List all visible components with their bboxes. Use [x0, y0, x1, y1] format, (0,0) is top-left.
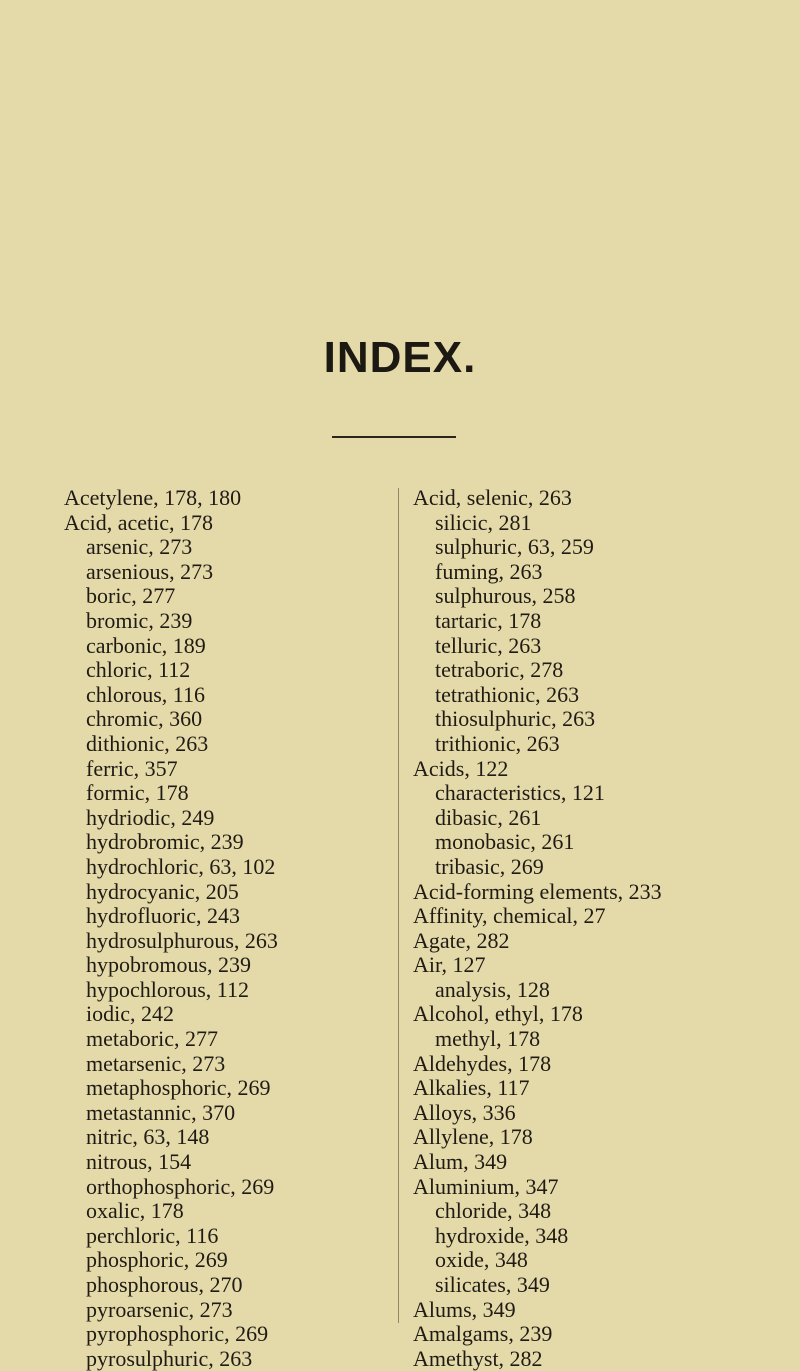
index-subentry: arsenic, 273 [86, 534, 193, 560]
index-subentry: nitrous, 154 [86, 1149, 192, 1175]
index-subentry: pyrosulphuric, 263 [86, 1345, 253, 1371]
index-subentry: tetraboric, 278 [435, 657, 564, 683]
index-subentry: oxalic, 178 [86, 1198, 184, 1224]
index-subentry: chloride, 348 [435, 1198, 552, 1224]
index-subentry: thiosulphuric, 263 [435, 706, 596, 732]
index-entry: Alloys, 336 [413, 1099, 516, 1125]
index-entry: Acids, 122 [413, 755, 509, 781]
index-entry: Allylene, 178 [413, 1124, 533, 1150]
index-subentry: methyl, 178 [435, 1026, 541, 1052]
index-subentry: analysis, 128 [435, 976, 550, 1002]
index-subentry: metarsenic, 273 [86, 1050, 226, 1076]
index-subentry: orthophosphoric, 269 [86, 1173, 275, 1199]
index-subentry: trithionic, 263 [435, 730, 560, 756]
index-subentry: tartaric, 178 [435, 607, 542, 633]
index-subentry: iodic, 242 [86, 1001, 174, 1027]
index-subentry: hypochlorous, 112 [86, 976, 249, 1002]
index-subentry: boric, 277 [86, 583, 176, 609]
index-subentry: hydrobromic, 239 [86, 829, 244, 855]
index-subentry: metastannic, 370 [86, 1099, 236, 1125]
index-subentry: phosphorous, 270 [86, 1272, 243, 1297]
index-subentry: sulphuric, 63, 259 [435, 534, 594, 560]
index-entry: Acetylene, 178, 180 [64, 485, 242, 510]
index-subentry: chlorous, 116 [86, 681, 205, 707]
index-subentry: pyrophosphoric, 269 [86, 1321, 269, 1347]
index-entry: Acid, selenic, 263 [413, 485, 572, 510]
index-subentry: sulphurous, 258 [435, 583, 576, 609]
index-subentry: hypobromous, 239 [86, 952, 251, 978]
index-entry: Air, 127 [413, 952, 486, 978]
index-subentry: chloric, 112 [86, 657, 191, 683]
index-subentry: dithionic, 263 [86, 730, 209, 756]
index-subentry: formic, 178 [86, 780, 189, 806]
index-subentry: arsenious, 273 [86, 558, 214, 584]
index-entry: Alum, 349 [413, 1149, 508, 1175]
index-subentry: hydrofluoric, 243 [86, 903, 240, 929]
index-subentry: oxide, 348 [435, 1247, 528, 1273]
index-entry: Alkalies, 117 [413, 1075, 530, 1101]
index-column-left [64, 486, 384, 1371]
index-subentry: phosphoric, 269 [86, 1247, 228, 1273]
index-subentry: monobasic, 261 [435, 829, 575, 855]
index-subentry: telluric, 263 [435, 632, 542, 658]
title-rule [332, 436, 456, 438]
index-subentry: tribasic, 269 [435, 853, 544, 879]
index-entry: Aldehydes, 178 [413, 1050, 552, 1076]
index-subentry: hydrosulphurous, 263 [86, 927, 278, 953]
index-subentry: hydrocyanic, 205 [86, 878, 239, 904]
index-subentry: pyroarsenic, 273 [86, 1296, 233, 1322]
index-subentry: perchloric, 116 [86, 1222, 219, 1248]
index-entry: Affinity, chemical, 27 [413, 903, 606, 929]
index-entry: Acid, acetic, 178 [64, 509, 214, 535]
index-subentry: characteristics, 121 [435, 780, 605, 806]
index-column-right [413, 486, 793, 1371]
index-subentry: silicic, 281 [435, 509, 532, 535]
index-subentry: hydrochloric, 63, 102 [86, 853, 276, 879]
index-entry: Acid-forming elements, 233 [413, 878, 662, 904]
index-entry: Alcohol, ethyl, 178 [413, 1001, 583, 1027]
index-entry: Agate, 282 [413, 927, 510, 953]
index-entry: Aluminium, 347 [413, 1173, 559, 1199]
column-divider [398, 488, 399, 1323]
index-subentry: metaphosphoric, 269 [86, 1075, 271, 1101]
index-subentry: nitric, 63, 148 [86, 1124, 210, 1150]
index-subentry: bromic, 239 [86, 607, 193, 633]
index-subentry: carbonic, 189 [86, 632, 206, 658]
index-subentry: chromic, 360 [86, 706, 203, 732]
index-subentry: fuming, 263 [435, 558, 543, 584]
index-subentry: dibasic, 261 [435, 804, 542, 830]
index-subentry: ferric, 357 [86, 755, 178, 781]
index-entry: Alums, 349 [413, 1296, 516, 1322]
index-subentry: silicates, 349 [435, 1272, 550, 1297]
page-title: INDEX. [323, 333, 477, 382]
index-subentry: metaboric, 277 [86, 1026, 218, 1052]
index-subentry: hydriodic, 249 [86, 804, 215, 830]
index-entry: Amethyst, 282 [413, 1345, 543, 1371]
index-entry: Amalgams, 239 [413, 1321, 553, 1347]
index-subentry: tetrathionic, 263 [435, 681, 580, 707]
index-subentry: hydroxide, 348 [435, 1222, 569, 1248]
